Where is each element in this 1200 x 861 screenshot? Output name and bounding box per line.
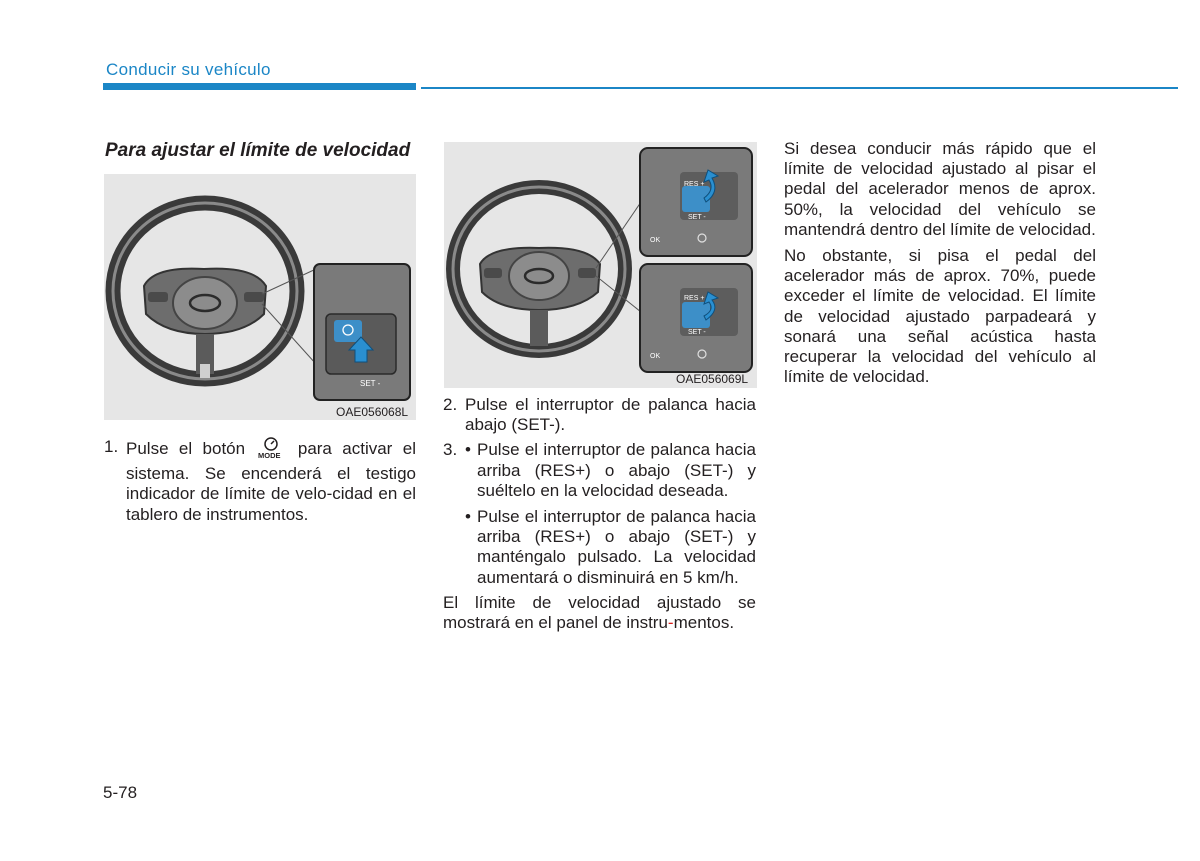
mode-icon-label: MODE (258, 451, 281, 459)
step-number: 1. (104, 437, 119, 456)
step-2-text: Pulse el interruptor de palanca hacia abajo (SET-). (465, 395, 756, 435)
bullet-dot: • (465, 507, 471, 527)
display-note-paragraph (443, 593, 756, 633)
fig2-ok-label-lower: OK (650, 353, 661, 360)
fig2-res-label-lower: RES + (684, 295, 705, 302)
hyphen: - (667, 613, 674, 633)
display-note-text: El límite de velocidad ajustado se mostrará en el panel de instru (443, 592, 756, 633)
paragraph-accelerate-70: No obstante, si pisa el pedal del acelerador más de aprox. 70%, puede exceder el límite de velocidad. El límite de velocidad ajustado parpadeará y sonará una señal acústica hasta recuperar la velocidad del vehículo al límite de velocidad. (784, 246, 1096, 387)
figure-code: OAE056069L (676, 372, 749, 386)
fig2-set-label: SET - (688, 214, 706, 221)
bullet-dot: • (465, 440, 471, 460)
fig1-set-label: SET - (360, 379, 381, 388)
step-number: 2. (443, 395, 458, 414)
figure-code: OAE056068L (336, 405, 409, 419)
mode-button-icon (257, 437, 285, 464)
fig2-ok-label: OK (650, 237, 661, 244)
step-1 (104, 437, 416, 525)
section-heading: Para ajustar el límite de velocidad (105, 140, 411, 161)
figure-steering-wheel-lever (444, 142, 757, 388)
column-3 (784, 139, 1096, 393)
header-rule-thick (103, 83, 416, 90)
step-number: 3. (443, 440, 458, 460)
display-note-tail: mentos. (673, 613, 735, 633)
figure-steering-wheel-mode (104, 174, 416, 420)
step-3-bullet-a (443, 440, 756, 501)
step-1-text-pre: Pulse el botón (126, 439, 246, 458)
steering-wheel-illustration (104, 174, 416, 420)
paragraph-accelerate-50: Si desea conducir más rápido que el límite de velocidad ajustado al pisar el pedal del acelerador menos de aprox. 50%, la velocidad del vehículo se mantendrá dentro del límite de velocidad. (784, 139, 1096, 239)
steering-wheel-lever-illustration (444, 142, 757, 388)
fig2-set-label-lower: SET - (688, 329, 706, 336)
step-2 (443, 395, 756, 435)
column-2 (443, 395, 756, 639)
section-title: Conducir su vehículo (106, 60, 271, 79)
column-1 (104, 437, 416, 530)
header-rule-thin (421, 87, 1178, 89)
page-number: 5-78 (103, 783, 138, 802)
bullet-a-text: Pulse el interruptor de palanca hacia arriba (RES+) o abajo (SET-) y suéltelo en la velocidad deseada. (477, 440, 756, 500)
step-1-text-post: para activar el sistema. Se encenderá el testigo indicador de límite de velo-cidad en el tablero de instrumentos. (126, 439, 416, 524)
step-3-bullet-b (443, 507, 756, 588)
bullet-b-text: Pulse el interruptor de palanca hacia arriba (RES+) o abajo (SET-) y manténgalo pulsado. La velocidad aumentará o disminuirá en 5 km/h. (477, 507, 756, 587)
fig2-res-label: RES + (684, 181, 705, 188)
